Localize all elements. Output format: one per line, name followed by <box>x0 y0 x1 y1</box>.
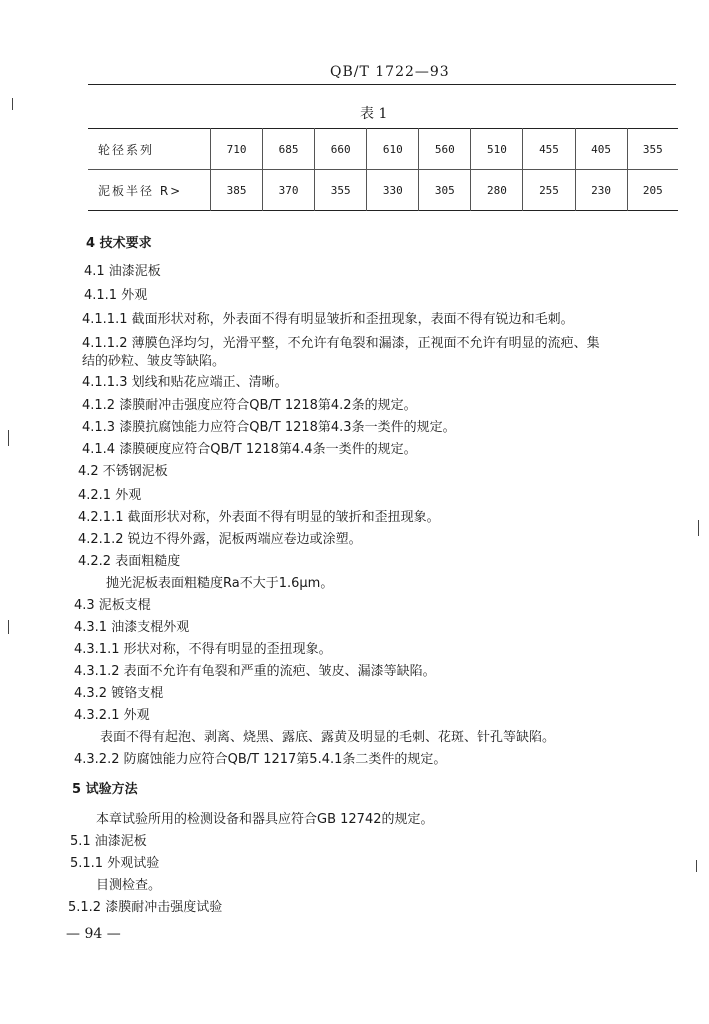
subsection-heading: 4.1 油漆泥板 <box>84 264 161 279</box>
table-cell: 610 <box>367 129 419 170</box>
table-row-header: 轮径系列 <box>88 129 211 170</box>
table-title: 表 1 <box>360 106 388 122</box>
scan-margin-mark <box>8 620 9 634</box>
clause-heading: 5.1.1 外观试验 <box>70 856 160 871</box>
table-row-header: 泥板半径 R> <box>98 183 183 198</box>
table-cell: 355 <box>315 170 367 211</box>
clause-text: 4.2.1.2 锐边不得外露，泥板两端应卷边或涂塑。 <box>78 532 362 547</box>
table-row <box>88 170 678 211</box>
table-cell: 355 <box>627 129 678 170</box>
clause-heading: 4.3.1 油漆支棍外观 <box>74 620 190 635</box>
clause-heading: 4.2.1 外观 <box>78 488 142 503</box>
clause-text: 4.1.1.1 截面形状对称，外表面不得有明显皱折和歪扭现象，表面不得有锐边和毛刺。 <box>82 312 574 327</box>
header-rule <box>88 84 676 85</box>
clause-text: 抛光泥板表面粗糙度Ra不大于1.6μm。 <box>106 576 334 591</box>
table-cell: 455 <box>523 129 575 170</box>
table-row <box>88 129 678 170</box>
page-number: — 94 — <box>66 926 121 942</box>
subsection-heading: 4.2 不锈钢泥板 <box>78 464 168 479</box>
clause-text: 4.1.2 漆膜耐冲击强度应符合QB/T 1218第4.2条的规定。 <box>82 398 417 413</box>
scan-margin-mark <box>696 860 697 872</box>
clause-heading: 4.3.2 镀铬支棍 <box>74 686 164 701</box>
spec-table <box>88 128 678 211</box>
table-cell: 370 <box>263 170 315 211</box>
clause-text: 目测检查。 <box>96 878 162 893</box>
table-cell: 710 <box>211 129 263 170</box>
subsection-heading: 4.3 泥板支棍 <box>74 598 151 613</box>
subsection-heading: 5.1 油漆泥板 <box>70 834 147 849</box>
scan-margin-mark <box>12 98 13 110</box>
table-cell: 230 <box>575 170 627 211</box>
table-cell: 305 <box>419 170 471 211</box>
table-cell: 255 <box>523 170 575 211</box>
clause-text: 4.1.1.2 薄膜色泽均匀，光滑平整，不允许有龟裂和漏漆，正视面不允许有明显的流疤、集 <box>82 336 600 351</box>
section-heading: 5 试验方法 <box>72 782 138 797</box>
clause-heading: 5.1.2 漆膜耐冲击强度试验 <box>68 900 223 915</box>
scan-margin-mark <box>698 520 699 536</box>
clause-text: 表面不得有起泡、剥离、烧黑、露底、露黄及明显的毛刺、花斑、针孔等缺陷。 <box>100 730 556 745</box>
clause-text: 4.1.3 漆膜抗腐蚀能力应符合QB/T 1218第4.3条一类件的规定。 <box>82 420 456 435</box>
clause-text: 4.3.1.2 表面不允许有龟裂和严重的流疤、皱皮、漏漆等缺陷。 <box>74 664 436 679</box>
clause-text: 4.1.4 漆膜硬度应符合QB/T 1218第4.4条一类件的规定。 <box>82 442 417 457</box>
table-cell: 330 <box>367 170 419 211</box>
clause-text: 本章试验所用的检测设备和器具应符合GB 12742的规定。 <box>96 812 434 827</box>
table-cell: 205 <box>627 170 678 211</box>
clause-heading: 4.3.2.1 外观 <box>74 708 150 723</box>
table-cell: 510 <box>471 129 523 170</box>
clause-text: 4.2.1.1 截面形状对称，外表面不得有明显的皱折和歪扭现象。 <box>78 510 440 525</box>
standard-code: QB/T 1722—93 <box>330 64 450 80</box>
table-cell: 685 <box>263 129 315 170</box>
clause-heading: 4.2.2 表面粗糙度 <box>78 554 181 569</box>
scan-margin-mark <box>8 430 9 446</box>
clause-text: 4.1.1.3 划线和贴花应端正、清晰。 <box>82 375 288 390</box>
section-heading: 4 技术要求 <box>86 236 152 251</box>
table-cell: 560 <box>419 129 471 170</box>
table-cell: 660 <box>315 129 367 170</box>
clause-heading: 4.1.1 外观 <box>84 288 148 303</box>
table-cell: 280 <box>471 170 523 211</box>
table-cell: 385 <box>211 170 263 211</box>
clause-text: 4.3.2.2 防腐蚀能力应符合QB/T 1217第5.4.1条二类件的规定。 <box>74 752 447 767</box>
clause-text: 4.3.1.1 形状对称，不得有明显的歪扭现象。 <box>74 642 332 657</box>
table-cell: 405 <box>575 129 627 170</box>
clause-text-continued: 结的砂粒、皱皮等缺陷。 <box>82 354 226 369</box>
